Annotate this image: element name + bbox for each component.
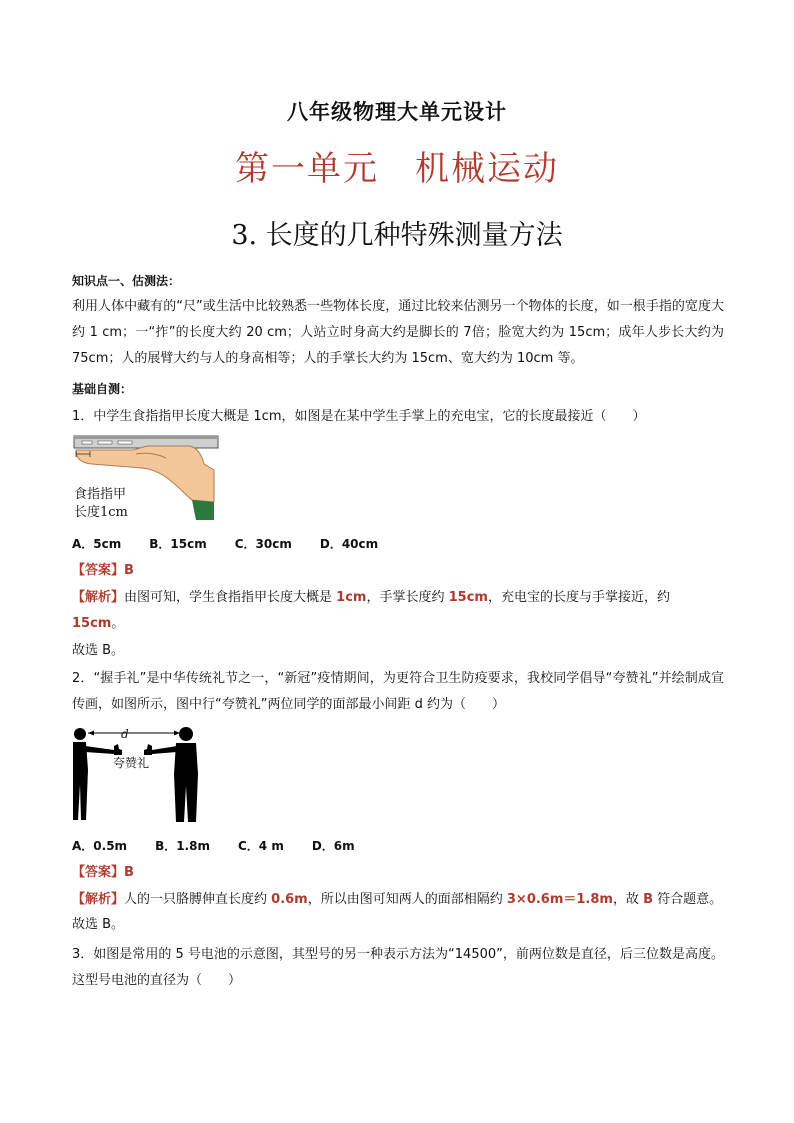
q1-caption-line-2: 长度1cm bbox=[74, 505, 128, 520]
q1-caption-line-1: 食指指甲 bbox=[74, 487, 127, 502]
q1-option-d: D．40cm bbox=[319, 537, 379, 551]
q1-choose: 故选 B。 bbox=[72, 643, 125, 658]
q2-option-b: B．1.8m bbox=[155, 839, 210, 853]
distance-d-left-arrow bbox=[88, 731, 94, 736]
course-title: 八年级物理大单元设计 bbox=[287, 100, 507, 124]
q1-option-b: B．15cm bbox=[149, 537, 207, 551]
power-bank-top bbox=[74, 436, 218, 439]
q1-stem: 1．中学生食指指甲长度大概是 1cm，如图是在某中学生手掌上的充电宝，它的长度最接近（ ） bbox=[72, 409, 646, 424]
q1-answer-tag: 【答案】 bbox=[72, 563, 125, 578]
q2-analysis: 【解析】人的一只胳膊伸直长度约 0.6m，所以由图可知两人的面部相隔约 3×0.6m＝1.8m，故 B 符合题意。 bbox=[72, 892, 723, 907]
q3-stem: 3．如图是常用的 5 号电池的示意图，其型号的另一种表示方法为“14500”，前两位数是直径，后三位数是高度。这型号电池的直径为（ ） bbox=[72, 947, 724, 988]
right-person-body bbox=[174, 743, 198, 822]
q1-figure-caption bbox=[74, 486, 128, 522]
selftest-heading: 基础自测： bbox=[72, 382, 133, 396]
q2-analysis-tag: 【解析】 bbox=[72, 892, 125, 907]
q2-d-label: d bbox=[121, 727, 129, 741]
q2-options bbox=[72, 833, 724, 859]
left-person-body bbox=[73, 742, 88, 820]
sleeve-shape bbox=[192, 500, 214, 520]
left-person-head bbox=[74, 728, 86, 740]
q1-answer-value: B bbox=[124, 563, 134, 578]
power-bank-port-3 bbox=[118, 441, 132, 444]
q2-option-d: D．6m bbox=[311, 839, 355, 853]
left-person-arm bbox=[85, 746, 114, 754]
q2-figure-caption: 夸赞礼 bbox=[113, 756, 150, 770]
right-person-arm bbox=[152, 746, 177, 754]
q2-answer-value: B bbox=[124, 865, 134, 880]
right-person-head bbox=[179, 727, 193, 741]
power-bank-port-1 bbox=[82, 441, 92, 444]
q2-thumbs-up-figure bbox=[72, 722, 212, 826]
q1-analysis-tag: 【解析】 bbox=[72, 590, 125, 605]
q1-option-a: A．5cm bbox=[72, 537, 122, 551]
power-bank-port-2 bbox=[98, 441, 112, 444]
knowledge-heading: 知识点一、估测法： bbox=[72, 274, 181, 288]
unit-title: 第一单元 机械运动 bbox=[235, 149, 559, 189]
q1-answer bbox=[72, 558, 724, 584]
q2-choose: 故选 B。 bbox=[72, 917, 125, 932]
q2-option-c: C．4 m bbox=[237, 839, 284, 853]
q1-option-c: C．30cm bbox=[234, 537, 292, 551]
lesson-title: 3. 长度的几种特殊测量方法 bbox=[231, 220, 563, 251]
q2-answer-tag: 【答案】 bbox=[72, 865, 125, 880]
q2-answer bbox=[72, 860, 724, 886]
q1-analysis: 【解析】由图可知，学生食指指甲长度大概是 1cm，手掌长度约 15cm，充电宝的长度与手掌接近，约 15cm。 bbox=[72, 590, 670, 631]
q1-options bbox=[72, 531, 724, 557]
q2-option-a: A．0.5m bbox=[72, 839, 128, 853]
q2-stem: 2．“握手礼”是中华传统礼节之一，“新冠”疫情期间，为更符合卫生防疫要求，我校同学倡导“夸赞礼”并绘制成宣传画，如图所示，图中行“夸赞礼”两位同学的面部最小间距 d 约为（ ） bbox=[72, 671, 724, 712]
knowledge-body: 利用人体中藏有的“尺”或生活中比较熟悉一些物体长度，通过比较来估测另一个物体的长度，如一根手指的宽度大约 1 cm；一“拃”的长度大约 20 cm；人站立时身高大约是脚长的 7倍；脸宽大约为 15cm；成年人步长大约为 75cm；人的展臂大约与人的身高相等；人的手掌长大约为 15cm、宽大约为 10cm 等。 bbox=[72, 299, 724, 366]
